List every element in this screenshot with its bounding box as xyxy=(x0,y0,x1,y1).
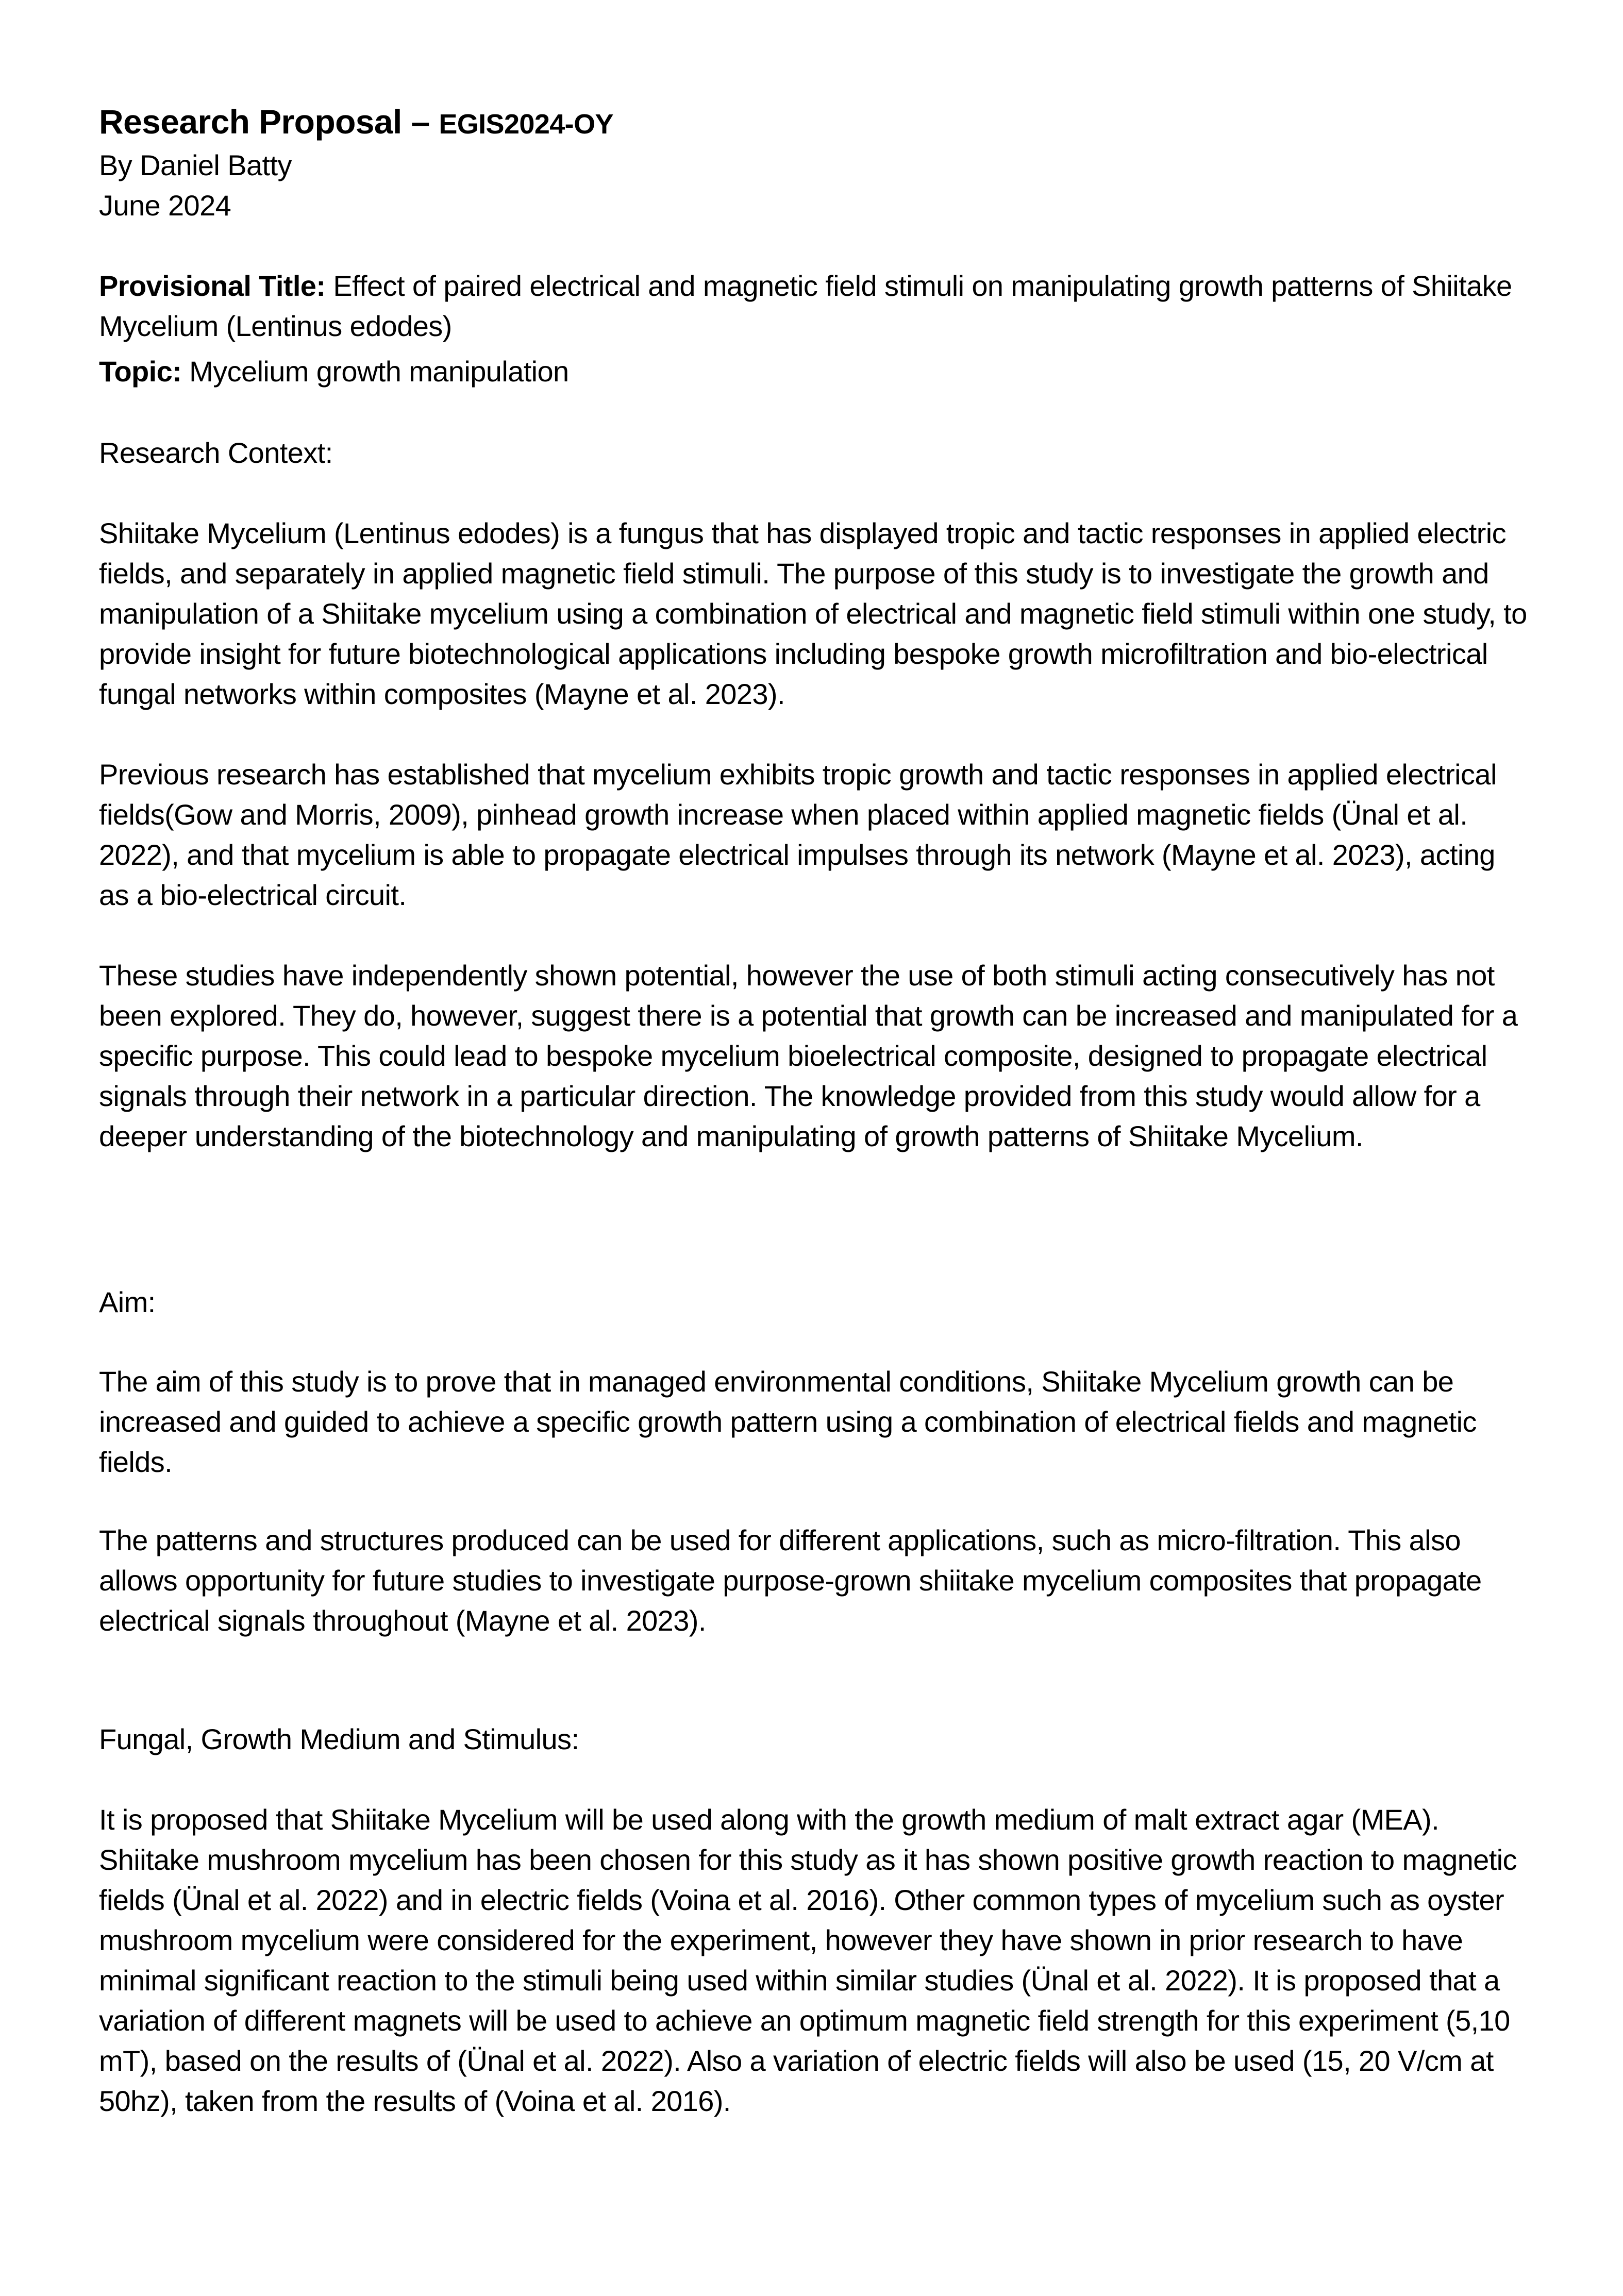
paragraph: These studies have independently shown potential, however the use of both stimuli acting consecutively has not been explored. They do, however, suggest there is a potential that growth can be increased and manipulated for a specific purpose. This could lead to bespoke mycelium bioelectrical composite, designed to propagate electrical signals through their network in a particular direction. The knowledge provided from this study would allow for a deeper understanding of the biotechnology and manipulating of growth patterns of Shiitake Mycelium. xyxy=(99,959,1518,1152)
document-title xyxy=(99,101,613,145)
provisional-title-text: Effect of paired electrical and magnetic field stimuli on manipulating growth patterns of Shiitake Mycelium (Lentinus edodes) xyxy=(99,270,1512,342)
topic-label: Topic: xyxy=(99,355,182,388)
paragraph: Shiitake Mycelium (Lentinus edodes) is a fungus that has displayed tropic and tactic responses in applied electric fields, and separately in applied magnetic field stimuli. The purpose of this study is to investigate the growth and manipulation of a Shiitake mycelium using a combination of electrical and magnetic field stimuli within one study, to provide insight for future biotechnological applications including bespoke growth microfiltration and bio-electrical fungal networks within composites (Mayne et al. 2023). xyxy=(99,517,1527,710)
paragraph: The aim of this study is to prove that in managed environmental conditions, Shiitake Mycelium growth can be increased and guided to achieve a specific growth pattern using a combination of electrical fields and magnetic fields. xyxy=(99,1365,1477,1478)
section-heading-aim: Aim: xyxy=(99,1286,156,1318)
paragraph: It is proposed that Shiitake Mycelium will be used along with the growth medium of malt extract agar (MEA). Shiitake mushroom mycelium has been chosen for this study as it has shown positive growth reaction to magnetic fields (Ünal et al. 2022) and in electric fields (Voina et al. 2016). Other common types of mycelium such as oyster mushroom mycelium were considered for the experiment, however they have shown in prior research to have minimal significant reaction to the stimuli being used within similar studies (Ünal et al. 2022). It is proposed that a variation of different magnets will be used to achieve an optimum magnetic field strength for this experiment (5,10 mT), based on the results of (Ünal et al. 2022). Also a variation of electric fields will also be used (15, 20 V/cm at 50hz), taken from the results of (Voina et al. 2016). xyxy=(99,1803,1517,2117)
title-text: Research Proposal – xyxy=(99,103,439,141)
date-line: June 2024 xyxy=(99,189,231,222)
topic-text: Mycelium growth manipulation xyxy=(181,355,569,388)
author-line: By Daniel Batty xyxy=(99,149,292,181)
provisional-title xyxy=(99,266,1532,346)
paragraph: Previous research has established that mycelium exhibits tropic growth and tactic responses in applied electrical fields(Gow and Morris, 2009), pinhead growth increase when placed within applied magnetic fields (Ünal et al. 2022), and that mycelium is able to propagate electrical impulses through its network (Mayne et al. 2023), acting as a bio-electrical circuit. xyxy=(99,758,1497,911)
topic-line xyxy=(99,351,569,392)
section-heading-fungal-growth-medium-stimulus: Fungal, Growth Medium and Stimulus: xyxy=(99,1723,579,1755)
section-heading-research-context: Research Context: xyxy=(99,437,333,469)
paragraph: The patterns and structures produced can be used for different applications, such as micro-filtration. This also allows opportunity for future studies to investigate purpose-grown shiitake mycelium composites that propagate electrical signals throughout (Mayne et al. 2023). xyxy=(99,1524,1482,1637)
provisional-title-label: Provisional Title: xyxy=(99,270,326,302)
proposal-code: EGIS2024-OY xyxy=(439,109,613,140)
